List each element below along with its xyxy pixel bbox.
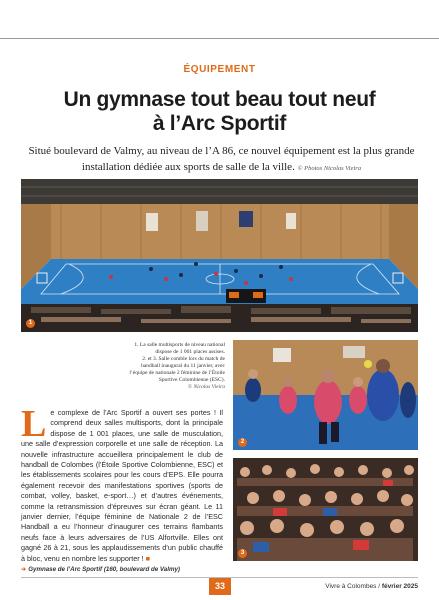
title-line-1: Un gymnase tout beau tout neuf bbox=[63, 88, 376, 111]
magazine-name: Vivre à Colombes bbox=[325, 583, 377, 590]
caption-line: l’équipe de nationale 2 féminine de l’Étoile bbox=[129, 370, 225, 376]
crowd-illustration bbox=[233, 458, 418, 561]
photo-caption bbox=[95, 342, 225, 391]
caption-line: handball inaugural du 11 janvier, avec bbox=[141, 363, 225, 369]
handball-match-photo bbox=[233, 340, 418, 450]
arrow-icon: ➔ bbox=[21, 566, 27, 573]
caption-line: Sportive Colombienne (ESC). bbox=[158, 377, 225, 383]
photo-number-badge: 1 bbox=[26, 319, 35, 328]
article-body bbox=[21, 403, 223, 564]
page-number: 33 bbox=[209, 578, 231, 595]
venue-address bbox=[21, 566, 180, 573]
caption-line: 2. et 3. Salle comble lors du match de bbox=[142, 356, 225, 362]
issue-date: février 2025 bbox=[381, 583, 418, 590]
handball-illustration bbox=[233, 340, 418, 450]
gymnasium-photo bbox=[21, 179, 418, 332]
gymnasium-illustration bbox=[21, 179, 418, 332]
article-lead bbox=[24, 143, 419, 177]
photo-number-badge: 2 bbox=[238, 438, 247, 447]
caption-credit: © Nicolas Vieira bbox=[187, 384, 225, 390]
title-line-2: à l’Arc Sportif bbox=[152, 112, 287, 135]
section-rubric: ÉQUIPEMENT bbox=[183, 64, 256, 75]
article-title bbox=[20, 88, 419, 136]
photo-credit: © Photos Nicolas Vieira bbox=[297, 165, 362, 172]
photo-number-badge: 3 bbox=[238, 549, 247, 558]
caption-line: dispose de 1 001 places assises. bbox=[155, 349, 225, 355]
crowd-photo bbox=[233, 458, 418, 561]
address-text: Gymnase de l’Arc Sportif (160, boulevard de Valmy) bbox=[28, 566, 180, 573]
top-rule bbox=[0, 38, 439, 39]
body-paragraph: e complexe de l’Arc Sportif a ouvert ses portes ! Il comprend deux salles multisports, dont la principale dispose de 1 001 places, une salle de musculation, une salle d’expression corporelle et une salle de réception. La nouvelle infrastructure accueillera principalement le club de handball de Colombes (l’Étoile Sportive Colombienne, ESC) et les établissements scolaires pour les cours d’EPS. Elle pourra également recevoir des manifestations sportives (sports de combat, volley, basket, e-sport…) et d’autres événements, comme la retransmission d’épreuves sur écran géant. Le 11 janvier dernier, l’équipe féminine de Nationale 2 de l’ESC Handball a eu l’honneur d’inaugurer ces terrains flambants neufs face à leurs adversaires de l’US Alfortville. Elles ont gagné 26 à 21, sous les applaudissements d’un public chauffé à bloc, venu en nombre les supporter ! bbox=[21, 408, 223, 563]
drop-cap: L bbox=[21, 403, 47, 445]
end-mark: ■ bbox=[145, 553, 151, 563]
caption-line: 1. La salle multisports de niveau national bbox=[134, 342, 225, 348]
lead-text: Situé boulevard de Valmy, au niveau de l’A 86, ce nouvel équipement est la plus grande installation dédiée aux sports de salle de la ville. bbox=[28, 145, 415, 173]
magazine-footer: Vivre à Colombes / février 2025 bbox=[325, 583, 418, 590]
